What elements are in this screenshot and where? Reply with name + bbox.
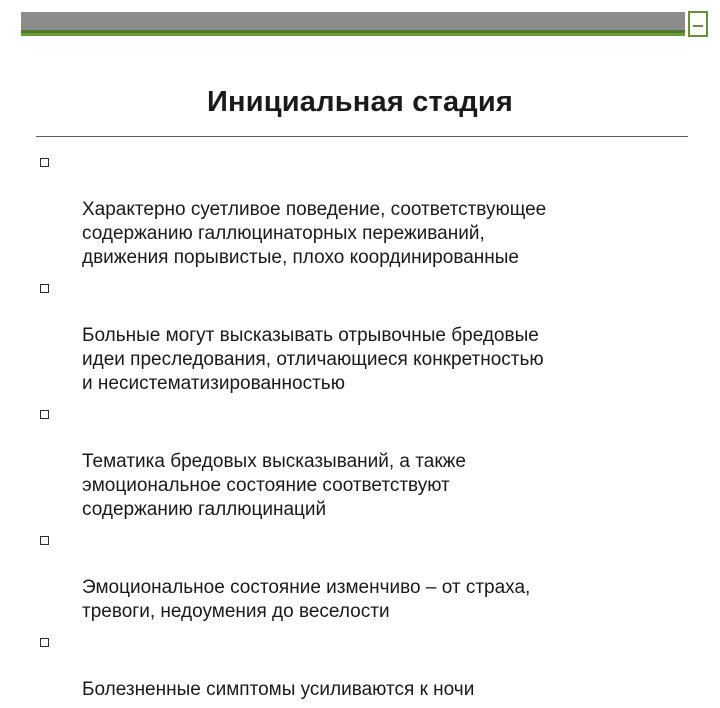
list-item-text: Болезненные симптомы усиливаются к ночи <box>82 679 475 700</box>
header-bar <box>21 12 685 36</box>
square-bullet-icon <box>40 638 49 647</box>
list-item <box>40 276 680 396</box>
square-bullet-icon <box>40 536 49 545</box>
list-item <box>40 630 680 702</box>
corner-decoration <box>688 11 708 37</box>
slide-title: Инициальная стадия <box>206 86 514 118</box>
square-bullet-icon <box>40 410 49 419</box>
list-item-text: Тематика бредовых высказываний, а также эмоциональное состояние соответствуют содержанию галлюцинаций <box>82 451 466 520</box>
square-bullet-icon <box>40 284 49 293</box>
bullet-list <box>40 150 680 708</box>
title-divider <box>36 136 688 137</box>
square-bullet-icon <box>40 158 49 167</box>
list-item-text: Эмоциональное состояние изменчиво – от страха, тревоги, недоумения до веселости <box>82 577 531 622</box>
list-item-text: Больные могут высказывать отрывочные бредовые идеи преследования, отличающиеся конкретностью и несистематизированностью <box>82 325 544 394</box>
list-item <box>40 528 680 624</box>
list-item-text: Характерно суетливое поведение, соответствующее содержанию галлюцинаторных переживаний, движения порывистые, плохо координированные <box>82 199 547 268</box>
list-item <box>40 402 680 522</box>
list-item <box>40 150 680 270</box>
